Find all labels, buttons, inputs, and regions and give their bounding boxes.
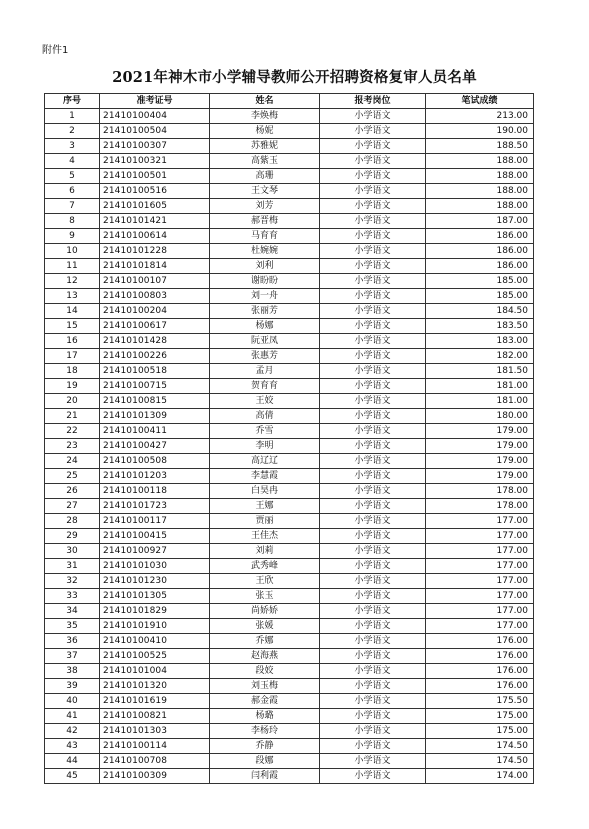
cell-position: 小学语文 [320,499,426,514]
table-row [45,469,534,484]
cell-name: 李明 [210,439,320,454]
table-row [45,424,534,439]
cell-exam-id: 21410101421 [100,214,210,229]
cell-position: 小学语文 [320,349,426,364]
table-row [45,649,534,664]
cell-position: 小学语文 [320,334,426,349]
cell-exam-id: 21410100415 [100,529,210,544]
cell-name: 谢盼盼 [210,274,320,289]
cell-serial: 5 [45,169,100,184]
cell-score: 188.00 [426,199,534,214]
cell-exam-id: 21410100117 [100,514,210,529]
table-row [45,244,534,259]
cell-name: 张玉 [210,589,320,604]
cell-position: 小学语文 [320,604,426,619]
cell-score: 188.00 [426,184,534,199]
cell-score: 184.50 [426,304,534,319]
cell-exam-id: 21410100118 [100,484,210,499]
cell-exam-id: 21410100617 [100,319,210,334]
table-row [45,124,534,139]
cell-name: 段姣 [210,664,320,679]
cell-exam-id: 21410101303 [100,724,210,739]
cell-score: 174.50 [426,739,534,754]
cell-exam-id: 21410100518 [100,364,210,379]
table-row [45,439,534,454]
cell-position: 小学语文 [320,229,426,244]
cell-position: 小学语文 [320,739,426,754]
table-row [45,604,534,619]
cell-serial: 4 [45,154,100,169]
cell-name: 刘玉梅 [210,679,320,694]
cell-exam-id: 21410101228 [100,244,210,259]
table-row [45,559,534,574]
table-row [45,454,534,469]
cell-score: 179.00 [426,469,534,484]
cell-name: 贾丽 [210,514,320,529]
cell-name: 李杨玲 [210,724,320,739]
cell-serial: 38 [45,664,100,679]
cell-serial: 13 [45,289,100,304]
cell-score: 186.00 [426,259,534,274]
candidate-table [44,93,534,784]
cell-exam-id: 21410100708 [100,754,210,769]
table-row [45,574,534,589]
table-row [45,634,534,649]
cell-position: 小学语文 [320,289,426,304]
cell-serial: 32 [45,574,100,589]
cell-score: 177.00 [426,514,534,529]
table-row [45,409,534,424]
cell-score: 177.00 [426,544,534,559]
cell-position: 小学语文 [320,454,426,469]
annex-label: 附件1 [42,45,69,56]
cell-name: 杨璐 [210,709,320,724]
cell-score: 176.00 [426,664,534,679]
cell-position: 小学语文 [320,199,426,214]
cell-score: 213.00 [426,109,534,124]
cell-exam-id: 21410100715 [100,379,210,394]
header-score: 笔试成绩 [426,94,534,109]
cell-score: 183.00 [426,334,534,349]
cell-score: 183.50 [426,319,534,334]
cell-name: 高珊 [210,169,320,184]
cell-name: 刘莉 [210,544,320,559]
cell-exam-id: 21410100516 [100,184,210,199]
cell-score: 179.00 [426,439,534,454]
cell-serial: 20 [45,394,100,409]
cell-position: 小学语文 [320,139,426,154]
cell-score: 188.50 [426,139,534,154]
cell-position: 小学语文 [320,529,426,544]
cell-position: 小学语文 [320,124,426,139]
table-row [45,709,534,724]
cell-name: 张惠芳 [210,349,320,364]
table-row [45,334,534,349]
cell-name: 王娜 [210,499,320,514]
cell-name: 闫利霞 [210,769,320,784]
cell-exam-id: 21410100410 [100,634,210,649]
header-name: 姓名 [210,94,320,109]
cell-serial: 15 [45,319,100,334]
cell-serial: 17 [45,349,100,364]
cell-serial: 23 [45,439,100,454]
cell-score: 178.00 [426,499,534,514]
cell-name: 王姣 [210,394,320,409]
cell-serial: 27 [45,499,100,514]
cell-exam-id: 21410100307 [100,139,210,154]
cell-exam-id: 21410100107 [100,274,210,289]
cell-serial: 10 [45,244,100,259]
cell-score: 178.00 [426,484,534,499]
cell-exam-id: 21410100204 [100,304,210,319]
cell-serial: 25 [45,469,100,484]
cell-name: 杜婉婉 [210,244,320,259]
header-exam-id: 准考证号 [100,94,210,109]
cell-position: 小学语文 [320,679,426,694]
cell-serial: 30 [45,544,100,559]
cell-name: 张媛 [210,619,320,634]
cell-score: 185.00 [426,274,534,289]
cell-name: 尚娇娇 [210,604,320,619]
cell-score: 175.00 [426,709,534,724]
table-row [45,619,534,634]
cell-exam-id: 21410100411 [100,424,210,439]
cell-exam-id: 21410101605 [100,199,210,214]
cell-position: 小学语文 [320,544,426,559]
cell-exam-id: 21410101829 [100,604,210,619]
cell-exam-id: 21410100803 [100,289,210,304]
cell-serial: 33 [45,589,100,604]
table-row [45,154,534,169]
cell-score: 177.00 [426,589,534,604]
cell-position: 小学语文 [320,664,426,679]
cell-serial: 40 [45,694,100,709]
cell-serial: 14 [45,304,100,319]
header-serial: 序号 [45,94,100,109]
cell-score: 188.00 [426,169,534,184]
cell-position: 小学语文 [320,649,426,664]
document-title: 2021年神木市小学辅导教师公开招聘资格复审人员名单 [112,69,477,86]
cell-serial: 45 [45,769,100,784]
cell-serial: 39 [45,679,100,694]
cell-serial: 28 [45,514,100,529]
table-row [45,499,534,514]
cell-exam-id: 21410101030 [100,559,210,574]
table-row [45,664,534,679]
cell-score: 181.00 [426,379,534,394]
table-row [45,769,534,784]
table-row [45,724,534,739]
cell-position: 小学语文 [320,769,426,784]
cell-position: 小学语文 [320,409,426,424]
cell-position: 小学语文 [320,244,426,259]
cell-score: 174.50 [426,754,534,769]
cell-score: 176.00 [426,679,534,694]
cell-exam-id: 21410101230 [100,574,210,589]
cell-serial: 12 [45,274,100,289]
cell-exam-id: 21410100427 [100,439,210,454]
table-row [45,184,534,199]
cell-serial: 8 [45,214,100,229]
cell-serial: 34 [45,604,100,619]
cell-score: 188.00 [426,154,534,169]
cell-serial: 41 [45,709,100,724]
cell-name: 乔静 [210,739,320,754]
cell-score: 190.00 [426,124,534,139]
cell-serial: 21 [45,409,100,424]
table-row [45,589,534,604]
cell-name: 刘芳 [210,199,320,214]
cell-name: 赵海燕 [210,649,320,664]
table-row [45,694,534,709]
cell-score: 177.00 [426,574,534,589]
cell-name: 王欣 [210,574,320,589]
cell-position: 小学语文 [320,724,426,739]
cell-serial: 26 [45,484,100,499]
cell-name: 刘一舟 [210,289,320,304]
cell-name: 白昊冉 [210,484,320,499]
cell-name: 乔娜 [210,634,320,649]
cell-name: 高辽辽 [210,454,320,469]
cell-exam-id: 21410100927 [100,544,210,559]
cell-name: 郝晋梅 [210,214,320,229]
cell-name: 李慧霞 [210,469,320,484]
cell-score: 181.00 [426,394,534,409]
cell-serial: 6 [45,184,100,199]
cell-position: 小学语文 [320,364,426,379]
table-row [45,394,534,409]
cell-position: 小学语文 [320,754,426,769]
table-row [45,529,534,544]
cell-exam-id: 21410101203 [100,469,210,484]
cell-position: 小学语文 [320,169,426,184]
cell-serial: 42 [45,724,100,739]
cell-score: 179.00 [426,424,534,439]
cell-exam-id: 21410100321 [100,154,210,169]
cell-exam-id: 21410101428 [100,334,210,349]
table-header-row [45,94,534,109]
cell-name: 高紫玉 [210,154,320,169]
table-row [45,484,534,499]
cell-exam-id: 21410100504 [100,124,210,139]
table-row [45,199,534,214]
cell-exam-id: 21410100614 [100,229,210,244]
cell-name: 孟月 [210,364,320,379]
cell-name: 王佳杰 [210,529,320,544]
cell-serial: 7 [45,199,100,214]
cell-score: 179.00 [426,454,534,469]
cell-serial: 31 [45,559,100,574]
cell-exam-id: 21410101309 [100,409,210,424]
table-row [45,139,534,154]
cell-serial: 18 [45,364,100,379]
cell-position: 小学语文 [320,634,426,649]
table-row [45,274,534,289]
cell-position: 小学语文 [320,514,426,529]
cell-serial: 43 [45,739,100,754]
table-row [45,289,534,304]
cell-exam-id: 21410100404 [100,109,210,124]
cell-exam-id: 21410101305 [100,589,210,604]
cell-name: 苏雅妮 [210,139,320,154]
cell-exam-id: 21410101619 [100,694,210,709]
cell-exam-id: 21410100309 [100,769,210,784]
cell-score: 177.00 [426,619,534,634]
cell-name: 武秀峰 [210,559,320,574]
table-row [45,544,534,559]
cell-serial: 35 [45,619,100,634]
cell-score: 177.00 [426,559,534,574]
cell-score: 185.00 [426,289,534,304]
cell-serial: 1 [45,109,100,124]
cell-serial: 2 [45,124,100,139]
cell-position: 小学语文 [320,109,426,124]
cell-serial: 29 [45,529,100,544]
cell-position: 小学语文 [320,589,426,604]
table-row [45,364,534,379]
cell-position: 小学语文 [320,259,426,274]
cell-position: 小学语文 [320,319,426,334]
cell-position: 小学语文 [320,274,426,289]
cell-serial: 22 [45,424,100,439]
cell-position: 小学语文 [320,559,426,574]
cell-score: 186.00 [426,229,534,244]
cell-exam-id: 21410100508 [100,454,210,469]
cell-position: 小学语文 [320,694,426,709]
cell-score: 175.00 [426,724,534,739]
cell-score: 181.50 [426,364,534,379]
cell-position: 小学语文 [320,394,426,409]
cell-exam-id: 21410100525 [100,649,210,664]
table-row [45,229,534,244]
cell-name: 马育育 [210,229,320,244]
table-row [45,379,534,394]
cell-exam-id: 21410100821 [100,709,210,724]
cell-serial: 37 [45,649,100,664]
table-row [45,109,534,124]
cell-name: 高倩 [210,409,320,424]
cell-exam-id: 21410101723 [100,499,210,514]
cell-score: 174.00 [426,769,534,784]
cell-name: 李焕梅 [210,109,320,124]
cell-position: 小学语文 [320,574,426,589]
cell-score: 176.00 [426,634,534,649]
table-row [45,349,534,364]
cell-exam-id: 21410100815 [100,394,210,409]
cell-position: 小学语文 [320,304,426,319]
cell-serial: 36 [45,634,100,649]
cell-name: 段娜 [210,754,320,769]
cell-name: 郝金霞 [210,694,320,709]
cell-name: 刘利 [210,259,320,274]
cell-exam-id: 21410100114 [100,739,210,754]
cell-score: 175.50 [426,694,534,709]
table-row [45,259,534,274]
cell-serial: 16 [45,334,100,349]
table-row [45,304,534,319]
cell-serial: 9 [45,229,100,244]
cell-position: 小学语文 [320,439,426,454]
cell-name: 贺育育 [210,379,320,394]
cell-score: 187.00 [426,214,534,229]
cell-position: 小学语文 [320,484,426,499]
table-row [45,679,534,694]
cell-name: 杨娜 [210,319,320,334]
cell-position: 小学语文 [320,214,426,229]
cell-name: 张丽芳 [210,304,320,319]
table-row [45,754,534,769]
cell-position: 小学语文 [320,469,426,484]
cell-name: 乔雪 [210,424,320,439]
cell-score: 176.00 [426,649,534,664]
cell-exam-id: 21410101814 [100,259,210,274]
cell-score: 186.00 [426,244,534,259]
cell-position: 小学语文 [320,184,426,199]
cell-serial: 19 [45,379,100,394]
cell-serial: 24 [45,454,100,469]
cell-exam-id: 21410100501 [100,169,210,184]
cell-position: 小学语文 [320,154,426,169]
cell-name: 王文琴 [210,184,320,199]
cell-position: 小学语文 [320,709,426,724]
cell-name: 阮亚凤 [210,334,320,349]
cell-position: 小学语文 [320,619,426,634]
cell-serial: 3 [45,139,100,154]
cell-score: 177.00 [426,529,534,544]
cell-position: 小学语文 [320,379,426,394]
cell-serial: 11 [45,259,100,274]
table-body [45,109,534,784]
cell-exam-id: 21410101320 [100,679,210,694]
cell-score: 182.00 [426,349,534,364]
header-position: 报考岗位 [320,94,426,109]
cell-exam-id: 21410101004 [100,664,210,679]
table-row [45,169,534,184]
cell-score: 180.00 [426,409,534,424]
table-row [45,214,534,229]
table-row [45,739,534,754]
cell-score: 177.00 [426,604,534,619]
cell-name: 杨妮 [210,124,320,139]
cell-position: 小学语文 [320,424,426,439]
cell-exam-id: 21410101910 [100,619,210,634]
table-row [45,514,534,529]
cell-serial: 44 [45,754,100,769]
cell-exam-id: 21410100226 [100,349,210,364]
table-row [45,319,534,334]
